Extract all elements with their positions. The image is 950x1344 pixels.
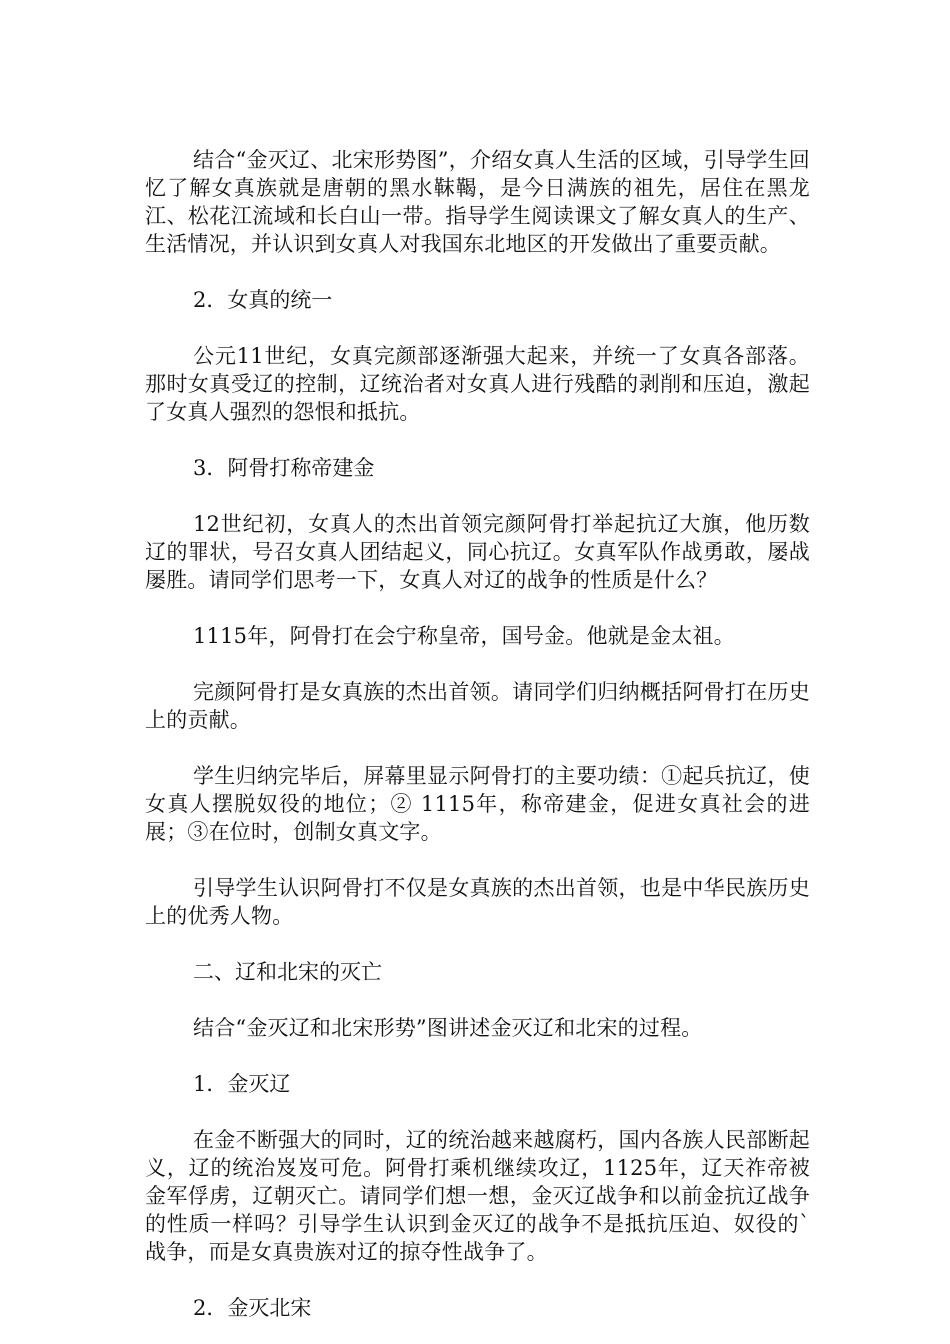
document-body: [145, 146, 810, 1322]
heading-nuzhen-unification: 2．女真的统一: [193, 288, 333, 312]
paragraph-unification: 公元11世纪，女真完颜部逐渐强大起来，并统一了女真各部落。那时女真受辽的控制，辽统治者对女真人进行残酷的剥削和压迫，激起了女真人强烈的怨恨和抵抗。: [145, 344, 810, 424]
heading-jin-destroys-liao: 1．金灭辽: [193, 1072, 291, 1096]
paragraph-map-process: 结合“金灭辽和北宋形势”图讲述金灭辽和北宋的过程。: [193, 1016, 703, 1040]
paragraph-aguda-contribution: 完颜阿骨打是女真族的杰出首领。请同学们归纳概括阿骨打在历史上的贡献。: [145, 680, 810, 732]
heading-jin-destroys-song: 2．金灭北宋: [193, 1296, 312, 1320]
paragraph-aguda-uprising: 12世纪初，女真人的杰出首领完颜阿骨打举起抗辽大旗，他历数辽的罪状，号召女真人团结起义，同心抗辽。女真军队作战勇敢，屡战屡胜。请同学们思考一下，女真人对辽的战争的性质是什么？: [145, 512, 810, 592]
paragraph-jin-destroys-liao: 在金不断强大的同时，辽的统治越来越腐朽，国内各族人民部断起义，辽的统治岌岌可危。阿骨打乘机继续攻辽，1125年，辽天祚帝被金军俘虏，辽朝灭亡。请同学们想一想，金灭辽战争和以前金抗辽战争的性质一样吗？引导学生认识到金灭辽的战争不是抵抗压迫、奴役的`战争，而是女真贵族对辽的掠夺性战争了。: [145, 1128, 810, 1264]
paragraph-1115: 1115年，阿骨打在会宁称皇帝，国号金。他就是金太祖。: [193, 624, 735, 648]
paragraph-aguda-achievements: 学生归纳完毕后，屏幕里显示阿骨打的主要功绩：①起兵抗辽，使女真人摆脱奴役的地位；② 1115年，称帝建金，促进女真社会的进展；③在位时，创制女真文字。: [145, 764, 810, 844]
paragraph-intro: 结合“金灭辽、北宋形势图”，介绍女真人生活的区域，引导学生回忆了解女真族就是唐朝的黑水靺鞨，是今日满族的祖先，居住在黑龙江、松花江流域和长白山一带。指导学生阅读课文了解女真人的生产、生活情况，并认识到女真人对我国东北地区的开发做出了重要贡献。: [145, 148, 810, 256]
heading-liao-song-fall: 二、辽和北宋的灭亡: [193, 960, 382, 984]
heading-aguda-emperor: 3．阿骨打称帝建金: [193, 456, 375, 480]
paragraph-aguda-recognition: 引导学生认识阿骨打不仅是女真族的杰出首领，也是中华民族历史上的优秀人物。: [145, 876, 810, 928]
